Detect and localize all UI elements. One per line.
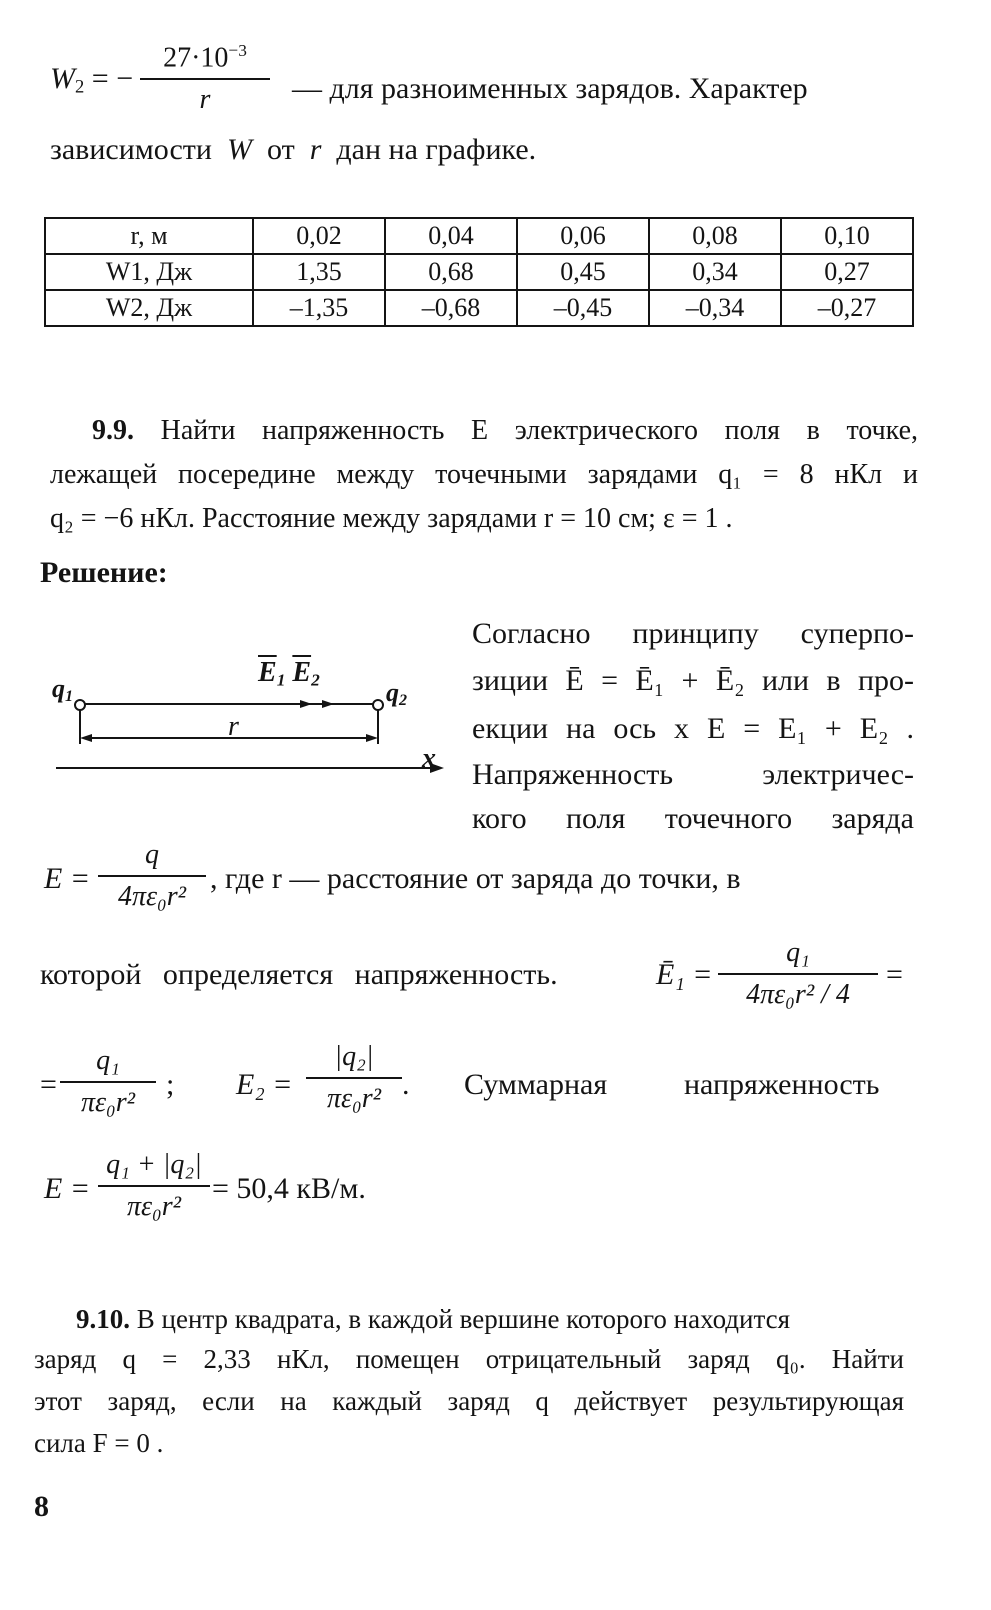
table-cell: –1,35 — [253, 290, 385, 326]
table-cell: –0,34 — [649, 290, 781, 326]
problem-number: 9.10. — [76, 1304, 130, 1334]
side-text-line3: екции на ось x E = E₁ + E₂ . — [472, 712, 914, 745]
formula-e-fraction: q 4πε₀r² — [98, 838, 206, 914]
table-cell: –0,27 — [781, 290, 913, 326]
table-cell: 0,45 — [517, 254, 649, 290]
line-e2-word2: напряженность — [684, 1068, 880, 1101]
problem-9-10-line2: заряд q = 2,33 нКл, помещен отрицательный заряд q₀. Найти — [34, 1344, 904, 1374]
table-cell: 0,06 — [517, 218, 649, 254]
charge-q1 — [75, 700, 85, 710]
label-x: x — [422, 743, 436, 774]
solution-heading: Решение: — [40, 556, 168, 589]
line-e2-eq: = — [40, 1068, 57, 1101]
table-cell: 0,68 — [385, 254, 517, 290]
problem-9-9-line1: 9.9. Найти напряженность E электрического поля в точке, — [92, 415, 919, 446]
table-row — [45, 218, 913, 254]
table-cell: 0,27 — [781, 254, 913, 290]
line-e1-fraction: q₁ 4πε₀r² / 4 — [718, 936, 878, 1012]
line-e2-lhs: E₂ = — [236, 1068, 293, 1101]
dependency-line: зависимости W от r дан на графике. — [50, 133, 537, 166]
table-cell: W2, Дж — [45, 290, 253, 326]
line-e1-eq: = — [886, 958, 903, 991]
w2-fraction: $27\cdot 10^{-3}$ r — [140, 34, 270, 117]
table-cell: 0,04 — [385, 218, 517, 254]
line-e1-text: которой определяется напряженность. — [40, 958, 558, 991]
table-row — [45, 290, 913, 326]
side-text-line5: кого поля точечного заряда — [472, 802, 914, 835]
side-text-line4: Напряженность электричес- — [472, 758, 914, 791]
line-e2-fraction2: |q₂| πε₀r² — [306, 1040, 402, 1116]
label-e1-e2: $\overline{E}_1$ $\overline{E}_2$ — [258, 657, 320, 690]
energy-table — [44, 217, 914, 327]
table-cell: r, м — [45, 218, 253, 254]
w2-lhs: $W_2$ = − — [50, 62, 134, 98]
label-r: r — [228, 711, 239, 742]
table-cell: 1,35 — [253, 254, 385, 290]
table-cell: 0,08 — [649, 218, 781, 254]
line-e2-semicolon: ; — [166, 1068, 175, 1101]
table-cell: W1, Дж — [45, 254, 253, 290]
table-row — [45, 254, 913, 290]
table-cell: 0,34 — [649, 254, 781, 290]
problem-9-10-line3: этот заряд, если на каждый заряд q действует результирующая — [34, 1386, 904, 1416]
table-cell: 0,02 — [253, 218, 385, 254]
table-cell: –0,68 — [385, 290, 517, 326]
formula-e-lhs: E = — [44, 862, 91, 895]
table-cell: –0,45 — [517, 290, 649, 326]
total-result: = 50,4 кВ/м. — [212, 1172, 366, 1205]
label-q1: $q_1$ — [52, 674, 74, 706]
label-q2: $q_2$ — [386, 678, 408, 710]
problem-9-9-line2: лежащей посередине между точечными зарядами q₁ = 8 нКл и — [50, 459, 918, 490]
side-text-line2: зиции Ē = Ē₁ + Ē₂ или в про- — [472, 664, 914, 697]
table-cell: 0,10 — [781, 218, 913, 254]
problem-number: 9.9. — [92, 415, 134, 446]
problem-9-10-line1: 9.10. В центр квадрата, в каждой вершине которого находится — [76, 1304, 791, 1334]
charge-q2 — [373, 700, 383, 710]
line-e2-fraction1: q₁ πε₀r² — [60, 1044, 156, 1120]
total-lhs: E = — [44, 1172, 91, 1205]
side-text-line1: Согласно принципу суперпо- — [472, 617, 914, 650]
total-fraction: q₁ + |q₂| πε₀r² — [98, 1148, 210, 1224]
page-number: 8 — [34, 1490, 49, 1523]
line-e2-word1: Суммарная — [464, 1068, 608, 1101]
problem-9-9-line3: q₂ = −6 нКл. Расстояние между зарядами r = 10 см; ε = 1 . — [50, 503, 733, 534]
problem-9-10-line4: сила F = 0 . — [34, 1428, 164, 1458]
line-e1-lhs: Ē₁ = — [656, 958, 713, 991]
w2-description: — для разноименных зарядов. Характер — [292, 72, 808, 105]
line-e2-dot: . — [402, 1068, 410, 1101]
formula-e-text: , где r — расстояние от заряда до точки, в — [210, 862, 741, 895]
